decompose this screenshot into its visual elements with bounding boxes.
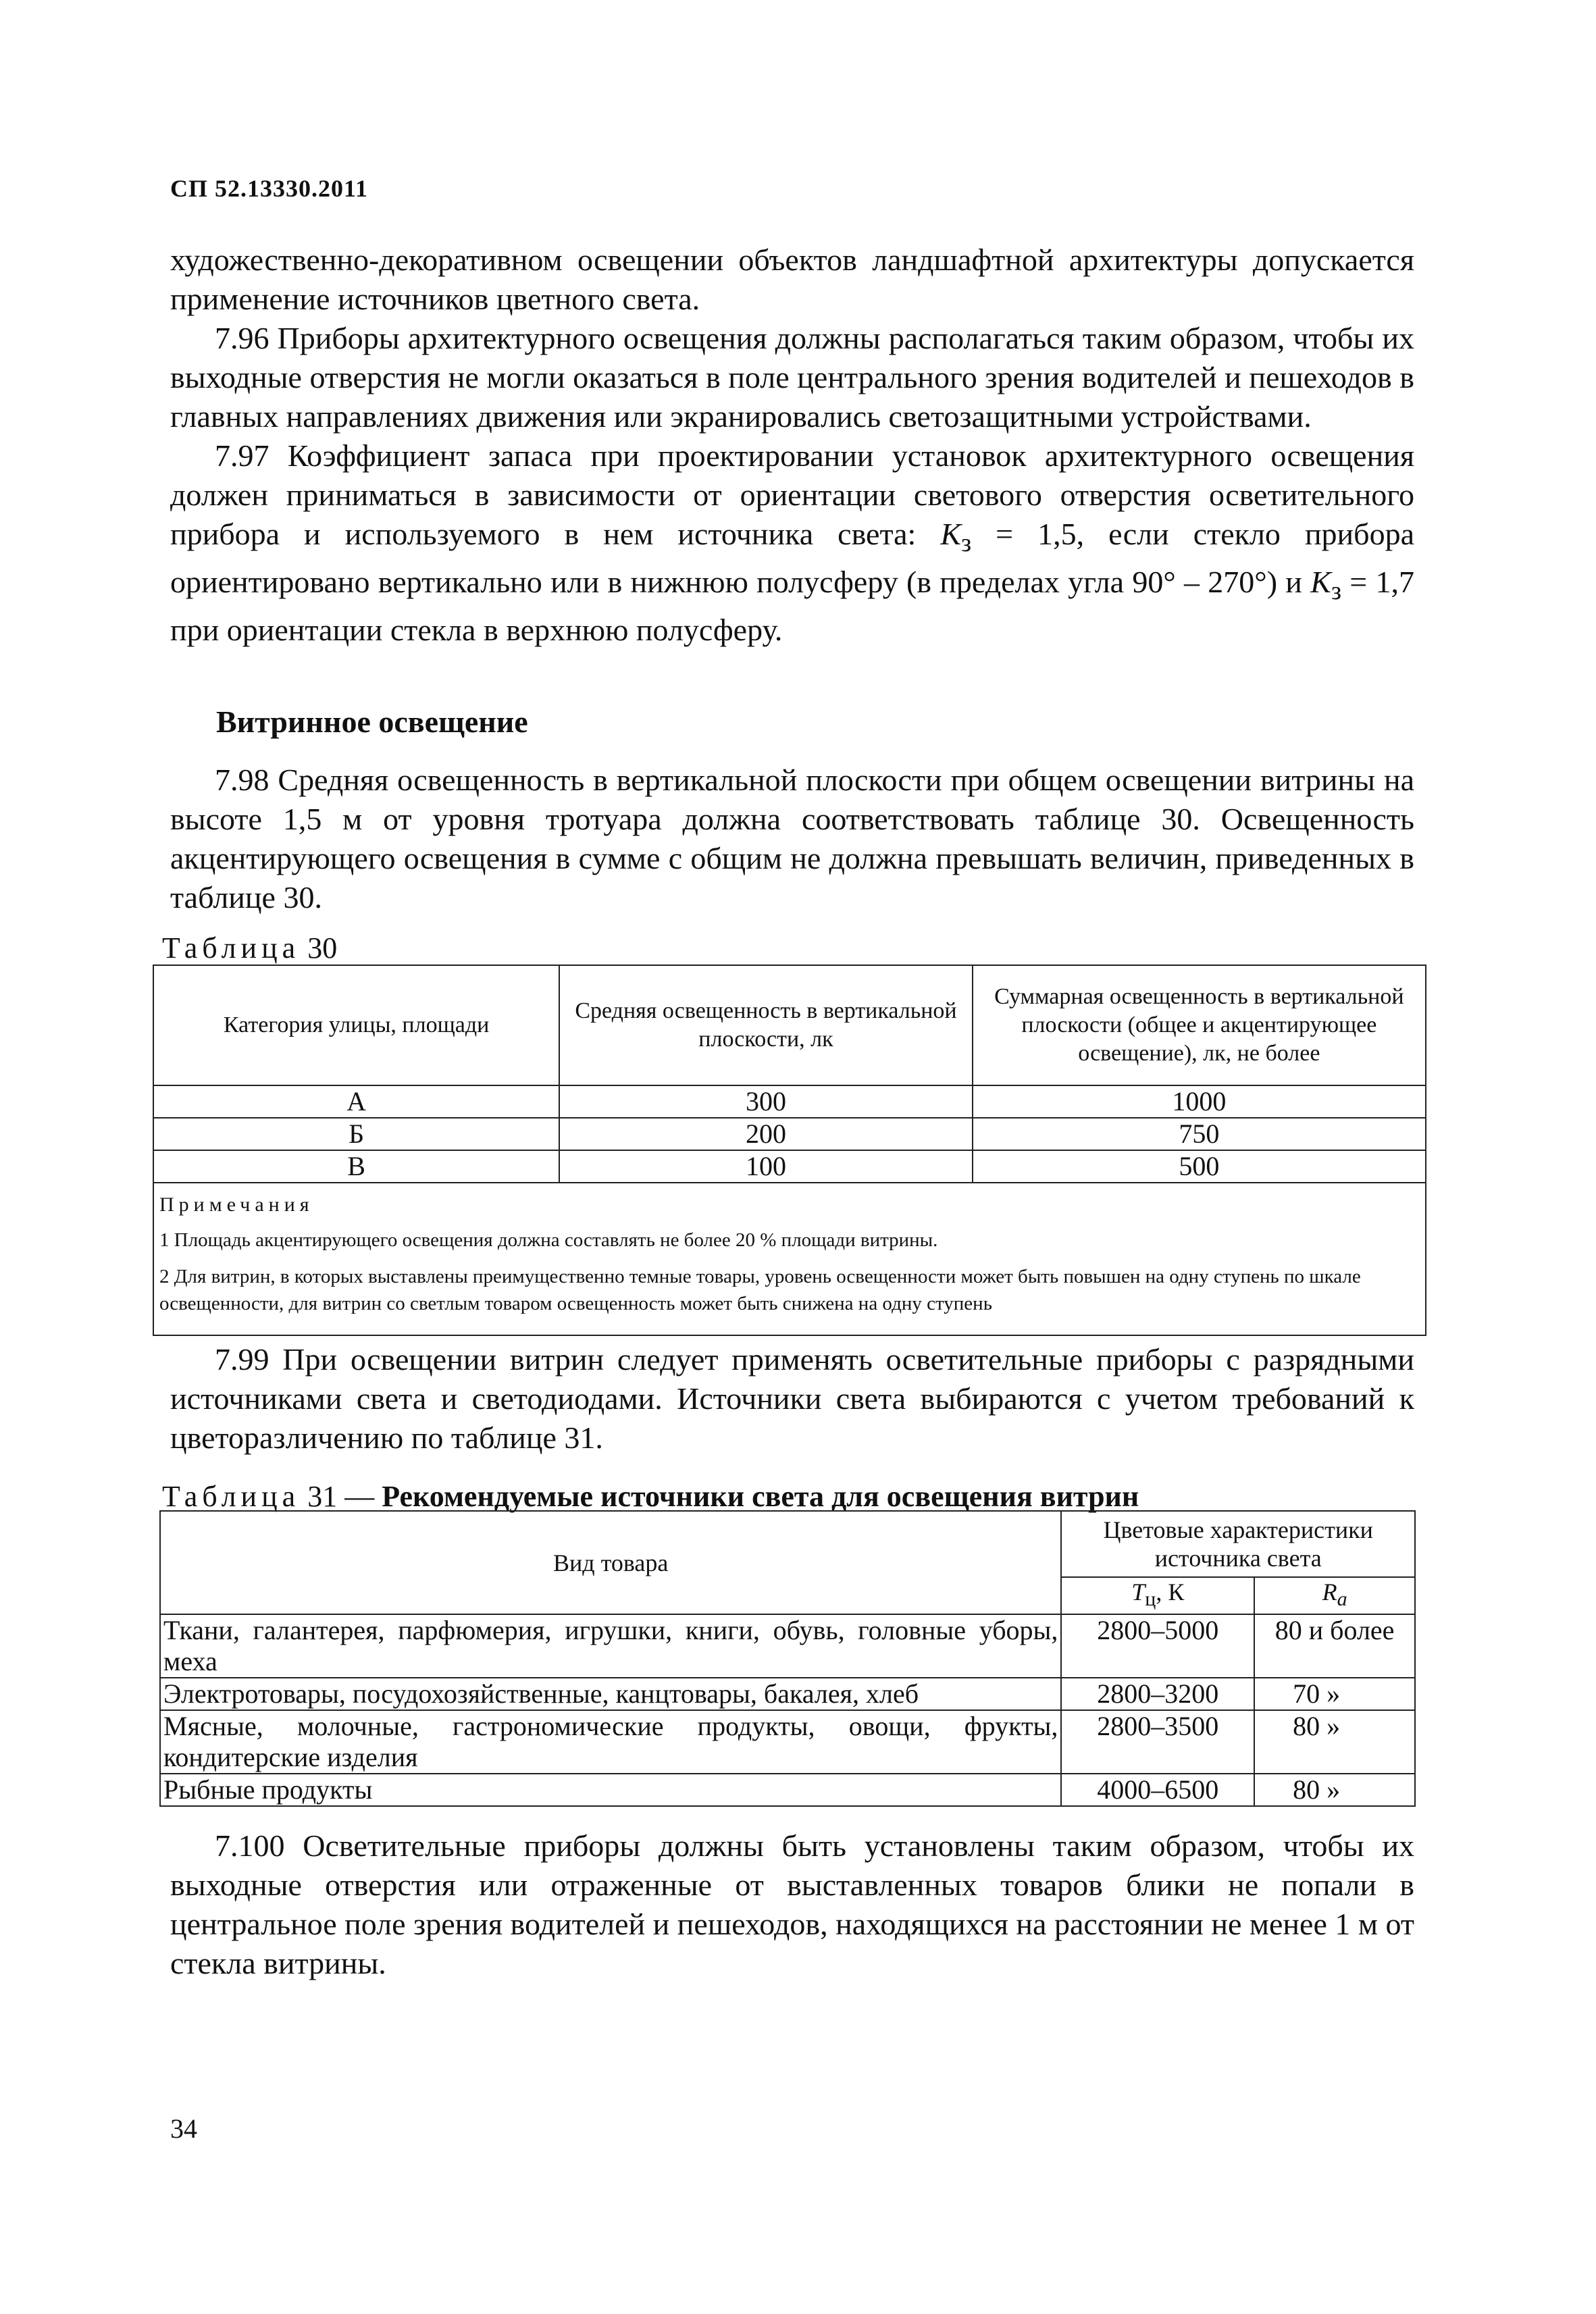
table-cell: 500 bbox=[973, 1150, 1426, 1183]
table-cell: 1000 bbox=[973, 1085, 1426, 1118]
text-block-7-99 bbox=[170, 1340, 1414, 1458]
table-row bbox=[160, 1678, 1415, 1710]
table-row bbox=[160, 1614, 1415, 1678]
table-31-caption-number: 31 bbox=[307, 1480, 338, 1513]
note-1: 1 Площадь акцентирующего освещения должна составлять не более 20 % площади витрины. bbox=[159, 1229, 938, 1251]
table-cell-ra: 80 и более bbox=[1254, 1614, 1415, 1678]
table-cell: 750 bbox=[973, 1118, 1426, 1150]
page-number: 34 bbox=[170, 2113, 197, 2144]
table-31-caption-word: Таблица bbox=[162, 1480, 301, 1513]
table-cell: 200 bbox=[559, 1118, 972, 1150]
text-block-7-98 bbox=[170, 761, 1414, 917]
table-30-header-total: Суммарная освещенность в вертикальной плоскости (общее и акцентирующее освещение), лк, не более bbox=[973, 965, 1426, 1085]
table-row bbox=[153, 1118, 1426, 1150]
table-30 bbox=[153, 965, 1426, 1336]
table-cell-tc: 2800–3200 bbox=[1061, 1678, 1254, 1710]
table-30-caption-word: Таблица bbox=[162, 931, 301, 965]
table-row bbox=[153, 1085, 1426, 1118]
table-30-header-category: Категория улицы, площади bbox=[153, 965, 559, 1085]
paragraph-7-97-part-b: = 1,5, если стекло прибора ориентировано вертикально или в нижнюю полусферу (в пределах угла 90° – 270°) и bbox=[170, 517, 1414, 600]
table-cell-ra: 80 » bbox=[1254, 1710, 1415, 1774]
table-cell-goods: Ткани, галантерея, парфюмерия, игрушки, книги, обувь, головные уборы, меха bbox=[160, 1614, 1061, 1678]
table-31-header-row bbox=[160, 1511, 1415, 1577]
note-2: 2 Для витрин, в которых выставлены преимущественно темные товары, уровень освещенности может быть повышен на одну ступень по шкале освещенности, для витрин со светлым товаром освещенность может быть снижена на одну ступень bbox=[159, 1266, 1361, 1314]
ra-symbol: R bbox=[1322, 1578, 1337, 1605]
table-cell-goods: Рыбные продукты bbox=[160, 1774, 1061, 1806]
paragraph-7-97-part-a: 7.97 Коэффициент запаса при проектировании установок архитектурного освещения должен приниматься в зависимости от ориентации светового отверстия осветительного прибора и используемого в нем источника света: bbox=[170, 438, 1414, 551]
k-subscript: з bbox=[961, 529, 972, 558]
tc-unit: , К bbox=[1156, 1578, 1185, 1605]
paragraph-7-100: 7.100 Осветительные приборы должны быть установлены таким образом, чтобы их выходные отверстия или отраженные от выставленных товаров блики не попали в центральное поле зрения водителей и пешеходов, находящихся на расстоянии не менее 1 м от стекла витрины. bbox=[170, 1828, 1414, 1980]
table-30-header-row bbox=[153, 965, 1426, 1085]
table-cell-goods: Мясные, молочные, гастрономические продукты, овощи, фрукты, кондитерские изделия bbox=[160, 1710, 1061, 1774]
table-30-notes-row bbox=[153, 1183, 1426, 1335]
table-31-header-tc bbox=[1061, 1577, 1254, 1614]
table-cell-tc: 2800–3500 bbox=[1061, 1710, 1254, 1774]
table-cell-ra: 70 » bbox=[1254, 1678, 1415, 1710]
notes-title: Примечания bbox=[159, 1193, 314, 1216]
table-31 bbox=[159, 1510, 1416, 1807]
ra-subscript: a bbox=[1337, 1588, 1347, 1611]
table-cell: 100 bbox=[559, 1150, 972, 1183]
table-row bbox=[160, 1710, 1415, 1774]
table-cell-ra: 80 » bbox=[1254, 1774, 1415, 1806]
table-cell-goods: Электротовары, посудохозяйственные, канцтовары, бакалея, хлеб bbox=[160, 1678, 1061, 1710]
table-31-caption-title: Рекомендуемые источники света для освещения витрин bbox=[382, 1480, 1139, 1513]
k-symbol: K bbox=[940, 517, 962, 551]
table-30-caption-number: 30 bbox=[307, 931, 338, 965]
table-31-header-ra bbox=[1254, 1577, 1415, 1614]
paragraph-7-97 bbox=[170, 436, 1414, 650]
document-code: СП 52.13330.2011 bbox=[170, 175, 369, 202]
paragraph-7-99: 7.99 При освещении витрин следует применять осветительные приборы с разрядными источниками света и светодиодами. Источники света выбираются с учетом требований к цветоразличению по таблице 31. bbox=[170, 1342, 1414, 1455]
table-30-caption bbox=[162, 931, 337, 965]
tc-symbol: T bbox=[1131, 1578, 1145, 1605]
text-block-top bbox=[170, 240, 1414, 650]
paragraph-continuation: художественно-декоративном освещении объектов ландшафтной архитектуры допускается применение источников цветного света. bbox=[170, 242, 1414, 316]
text-block-7-100 bbox=[170, 1826, 1414, 1983]
paragraph-7-96: 7.96 Приборы архитектурного освещения должны располагаться таким образом, чтобы их выходные отверстия не могли оказаться в поле центрального зрения водителей и пешеходов в главных направлениях движения или экранировались светозащитными устройствами. bbox=[170, 321, 1414, 434]
table-31-caption-dash: — bbox=[337, 1480, 382, 1513]
table-cell-tc: 4000–6500 bbox=[1061, 1774, 1254, 1806]
table-31-header-color: Цветовые характеристики источника света bbox=[1061, 1511, 1415, 1577]
section-heading: Витринное освещение bbox=[216, 704, 528, 739]
k-symbol: K bbox=[1310, 565, 1331, 600]
tc-subscript: ц bbox=[1145, 1588, 1156, 1611]
table-row bbox=[153, 1150, 1426, 1183]
k-subscript: з bbox=[1331, 577, 1341, 606]
paragraph-7-97-part-c: = 1,7 при ориентации стекла в верхнюю полусферу. bbox=[170, 565, 1414, 648]
table-cell-tc: 2800–5000 bbox=[1061, 1614, 1254, 1678]
table-30-header-average: Средняя освещенность в вертикальной плоскости, лк bbox=[559, 965, 972, 1085]
paragraph-7-98: 7.98 Средняя освещенность в вертикальной плоскости при общем освещении витрины на высоте 1,5 м от уровня тротуара должна соответствовать таблице 30. Освещенность акцентирующего освещения в сумме с общим не должна превышать величин, приведенных в таблице 30. bbox=[170, 763, 1414, 915]
table-31-header-goods: Вид товара bbox=[160, 1511, 1061, 1614]
table-cell: 300 bbox=[559, 1085, 972, 1118]
table-cell: В bbox=[153, 1150, 559, 1183]
table-30-notes bbox=[153, 1183, 1426, 1335]
table-31-caption bbox=[162, 1479, 1139, 1514]
table-row bbox=[160, 1774, 1415, 1806]
table-cell: Б bbox=[153, 1118, 559, 1150]
table-cell: А bbox=[153, 1085, 559, 1118]
